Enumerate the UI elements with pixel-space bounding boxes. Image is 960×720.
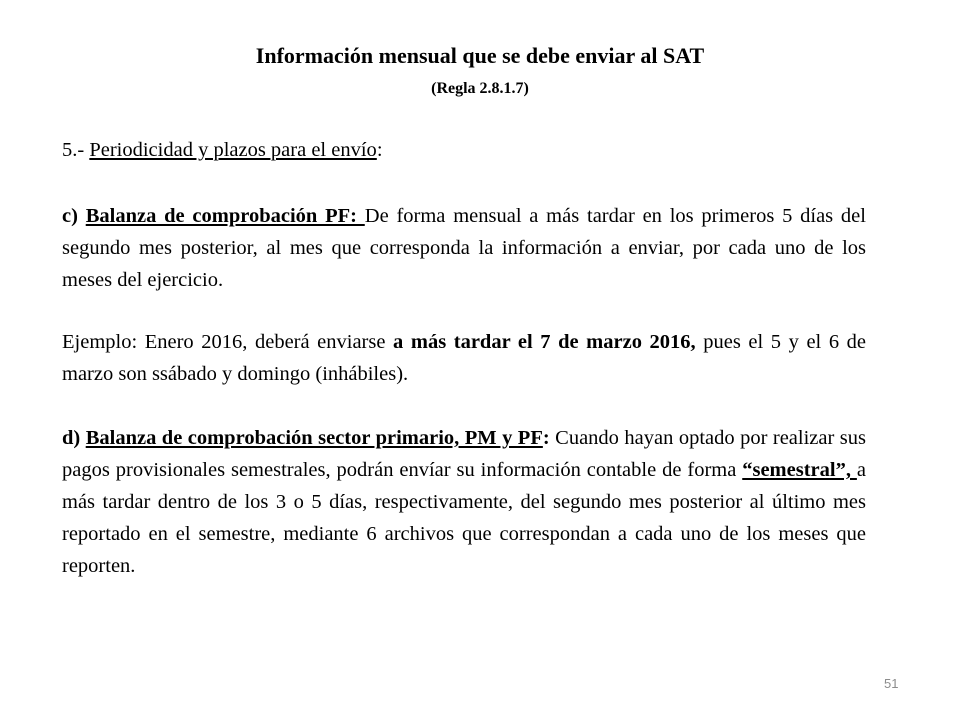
section-heading <box>62 134 866 166</box>
page-title: Información mensual que se debe enviar al SAT <box>255 43 705 68</box>
item-d-emphasis: “semestral”, <box>742 459 857 481</box>
item-c-marker: c) <box>62 205 86 227</box>
page-number: 51 <box>884 676 899 691</box>
paragraph-example <box>62 326 866 390</box>
section-heading-text: Periodicidad y plazos para el envío <box>89 139 377 161</box>
example-deadline: a más tardar el 7 de marzo 2016, <box>393 331 696 353</box>
example-lead: Ejemplo: Enero 2016, deberá enviarse <box>62 331 394 353</box>
item-d-colon: : <box>542 427 550 449</box>
item-c-label: Balanza de comprobación PF: <box>85 205 365 227</box>
item-c-text: De forma mensual a más tardar en los primeros 5 días del segundo mes posterior, al mes que corresponda la información a enviar, por cada uno de los meses del ejercicio. <box>62 205 866 291</box>
item-d-marker: d) <box>62 427 86 449</box>
paragraph-item-d <box>62 422 866 582</box>
section-number: 5.- <box>62 139 90 161</box>
example-tail: pues el 5 y el 6 de marzo son ssábado y domingo (inhábiles). <box>62 331 866 385</box>
item-d-label: Balanza de comprobación sector primario, PM y PF <box>85 427 543 449</box>
item-d-text-before: Cuando hayan optado por realizar sus pagos provisionales semestrales, podrán envíar su información contable de forma <box>62 427 866 481</box>
section-heading-colon: : <box>376 139 383 161</box>
item-d-text-after: a más tardar dentro de los 3 o 5 días, respectivamente, del segundo mes posterior al último mes reportado en el semestre, mediante 6 archivos que correspondan a cada uno de los meses que reporten. <box>62 459 866 577</box>
paragraph-item-c <box>62 200 866 296</box>
rule-reference: (Regla 2.8.1.7) <box>431 80 529 97</box>
